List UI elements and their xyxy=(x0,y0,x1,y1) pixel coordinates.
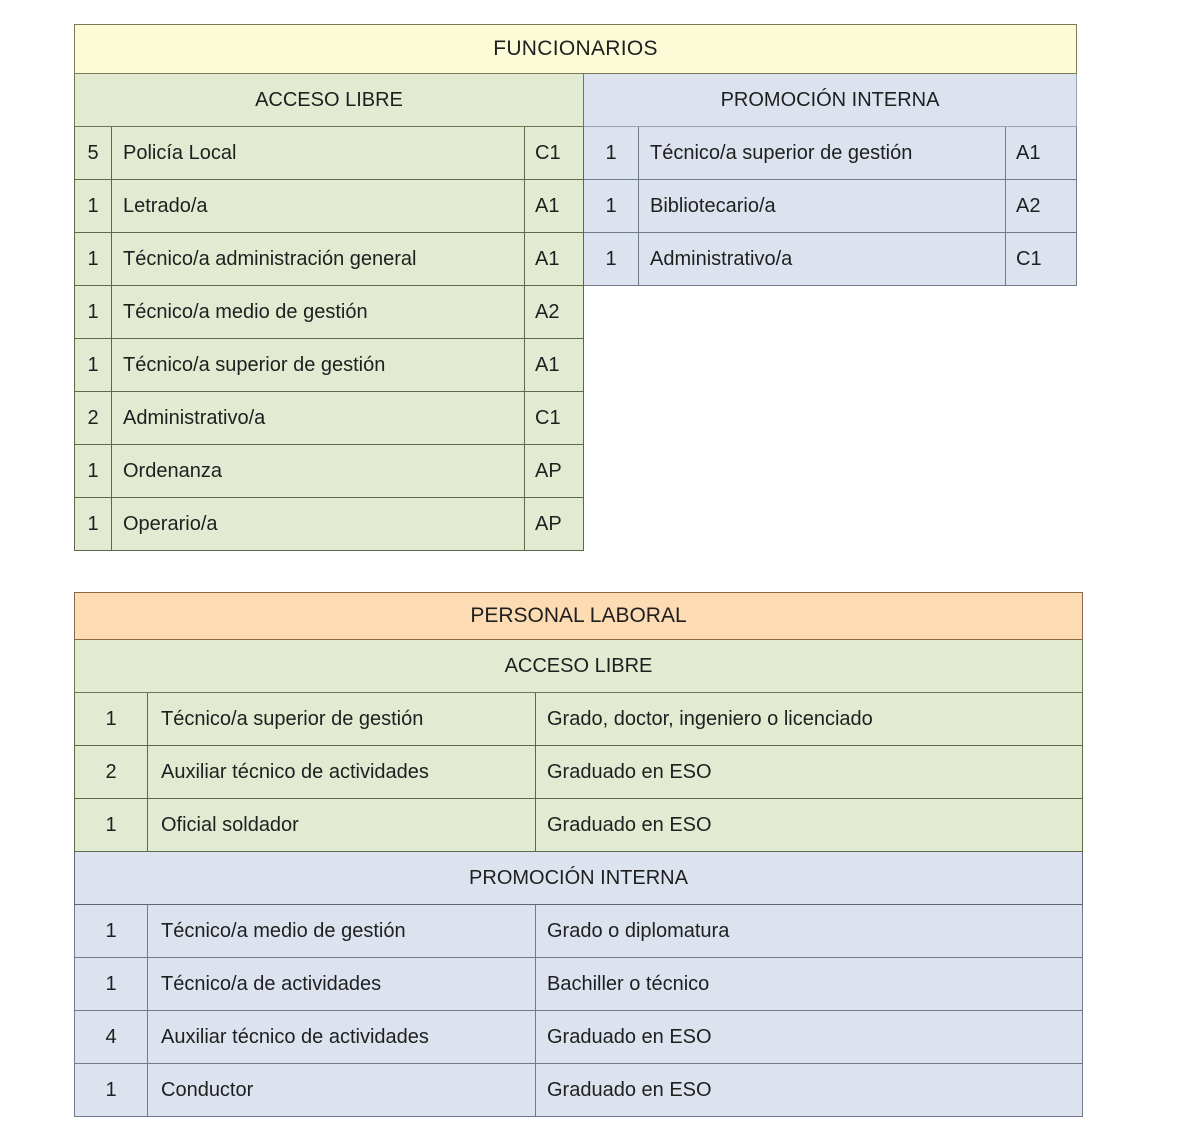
pl-pi-requisito: Graduado en ESO xyxy=(536,1064,1083,1117)
funcionarios-al-count: 5 xyxy=(75,127,112,180)
pl-pi-count: 1 xyxy=(75,958,148,1011)
pl-al-requisito: Graduado en ESO xyxy=(536,746,1083,799)
pl-al-requisito: Graduado en ESO xyxy=(536,799,1083,852)
pl-pi-requisito: Grado o diplomatura xyxy=(536,905,1083,958)
funcionarios-pi-grupo: A2 xyxy=(1006,180,1077,233)
funcionarios-al-puesto: Letrado/a xyxy=(112,180,525,233)
funcionarios-al-grupo: A1 xyxy=(525,233,584,286)
funcionarios-al-count: 1 xyxy=(75,445,112,498)
table-row xyxy=(75,498,1077,551)
pl-pi-requisito: Bachiller o técnico xyxy=(536,958,1083,1011)
pl-al-count: 1 xyxy=(75,799,148,852)
spacer-cell xyxy=(584,445,1077,498)
table-row xyxy=(75,286,1077,339)
funcionarios-title-row xyxy=(75,25,1077,74)
funcionarios-al-puesto: Administrativo/a xyxy=(112,392,525,445)
table-row xyxy=(75,905,1083,958)
personal-laboral-title-row xyxy=(75,593,1083,640)
funcionarios-al-count: 1 xyxy=(75,286,112,339)
table-row xyxy=(75,445,1077,498)
pl-pi-count: 4 xyxy=(75,1011,148,1064)
pl-al-puesto: Oficial soldador xyxy=(148,799,536,852)
funcionarios-al-count: 1 xyxy=(75,180,112,233)
funcionarios-al-grupo: A1 xyxy=(525,180,584,233)
table-row xyxy=(75,799,1083,852)
personal-laboral-acceso-libre-header-row xyxy=(75,640,1083,693)
funcionarios-pi-count: 1 xyxy=(584,127,639,180)
funcionarios-al-grupo: AP xyxy=(525,498,584,551)
funcionarios-al-grupo: C1 xyxy=(525,127,584,180)
funcionarios-pi-puesto: Administrativo/a xyxy=(639,233,1006,286)
funcionarios-al-puesto: Policía Local xyxy=(112,127,525,180)
table-row xyxy=(75,958,1083,1011)
pl-pi-puesto: Técnico/a de actividades xyxy=(148,958,536,1011)
funcionarios-al-puesto: Operario/a xyxy=(112,498,525,551)
table-row xyxy=(75,180,1077,233)
pl-al-count: 1 xyxy=(75,693,148,746)
pl-al-puesto: Técnico/a superior de gestión xyxy=(148,693,536,746)
spacer-cell xyxy=(584,498,1077,551)
funcionarios-al-grupo: A1 xyxy=(525,339,584,392)
table-row xyxy=(75,693,1083,746)
funcionarios-al-count: 2 xyxy=(75,392,112,445)
funcionarios-al-puesto: Ordenanza xyxy=(112,445,525,498)
table-row xyxy=(75,339,1077,392)
funcionarios-pi-puesto: Bibliotecario/a xyxy=(639,180,1006,233)
table-row xyxy=(75,233,1077,286)
funcionarios-pi-count: 1 xyxy=(584,233,639,286)
pl-pi-count: 1 xyxy=(75,905,148,958)
personal-laboral-promocion-interna-header: PROMOCIÓN INTERNA xyxy=(75,852,1083,905)
funcionarios-pi-puesto: Técnico/a superior de gestión xyxy=(639,127,1006,180)
spacer-cell xyxy=(584,286,1077,339)
table-row xyxy=(75,1064,1083,1117)
funcionarios-al-grupo: AP xyxy=(525,445,584,498)
funcionarios-al-count: 1 xyxy=(75,233,112,286)
table-row xyxy=(75,127,1077,180)
table-row xyxy=(75,392,1077,445)
funcionarios-title: FUNCIONARIOS xyxy=(75,25,1077,74)
funcionarios-pi-grupo: A1 xyxy=(1006,127,1077,180)
personal-laboral-acceso-libre-header: ACCESO LIBRE xyxy=(75,640,1083,693)
pl-pi-requisito: Graduado en ESO xyxy=(536,1011,1083,1064)
personal-laboral-title: PERSONAL LABORAL xyxy=(75,593,1083,640)
funcionarios-pi-grupo: C1 xyxy=(1006,233,1077,286)
funcionarios-table xyxy=(74,24,1077,551)
pl-al-puesto: Auxiliar técnico de actividades xyxy=(148,746,536,799)
funcionarios-al-puesto: Técnico/a superior de gestión xyxy=(112,339,525,392)
funcionarios-al-count: 1 xyxy=(75,498,112,551)
funcionarios-al-puesto: Técnico/a medio de gestión xyxy=(112,286,525,339)
spacer-cell xyxy=(584,339,1077,392)
pl-al-count: 2 xyxy=(75,746,148,799)
pl-pi-puesto: Conductor xyxy=(148,1064,536,1117)
funcionarios-al-grupo: A2 xyxy=(525,286,584,339)
funcionarios-al-grupo: C1 xyxy=(525,392,584,445)
personal-laboral-table xyxy=(74,592,1083,1117)
spacer-cell xyxy=(584,392,1077,445)
pl-pi-puesto: Técnico/a medio de gestión xyxy=(148,905,536,958)
funcionarios-acceso-libre-header: ACCESO LIBRE xyxy=(75,74,584,127)
funcionarios-al-puesto: Técnico/a administración general xyxy=(112,233,525,286)
funcionarios-al-count: 1 xyxy=(75,339,112,392)
table-row xyxy=(75,746,1083,799)
pl-pi-count: 1 xyxy=(75,1064,148,1117)
personal-laboral-promocion-interna-header-row xyxy=(75,852,1083,905)
funcionarios-pi-count: 1 xyxy=(584,180,639,233)
pl-pi-puesto: Auxiliar técnico de actividades xyxy=(148,1011,536,1064)
table-row xyxy=(75,1011,1083,1064)
funcionarios-section-header-row xyxy=(75,74,1077,127)
pl-al-requisito: Grado, doctor, ingeniero o licenciado xyxy=(536,693,1083,746)
funcionarios-promocion-interna-header: PROMOCIÓN INTERNA xyxy=(584,74,1077,127)
